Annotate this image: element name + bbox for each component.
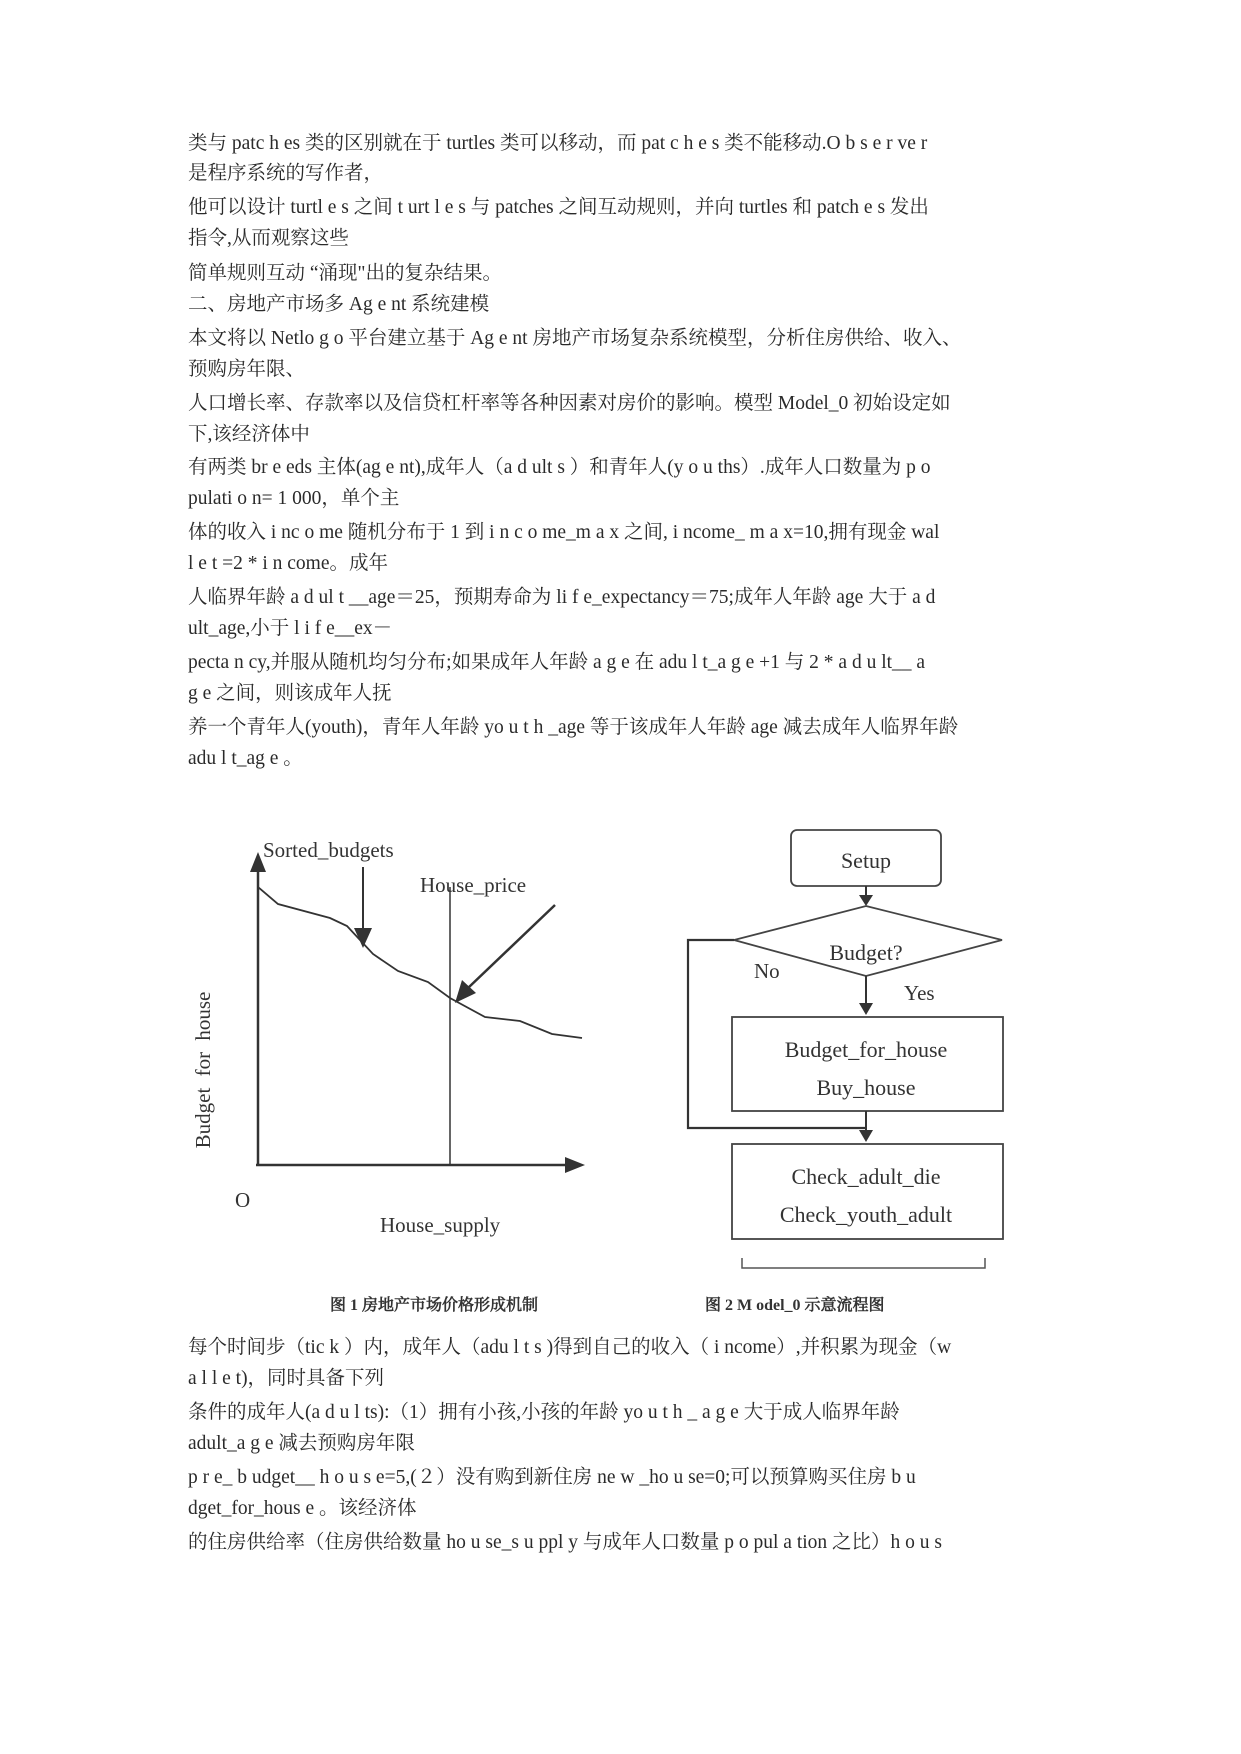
text-line: 是程序系统的写作者， [188, 163, 384, 184]
no-label: No [754, 959, 780, 983]
figure-2-caption: 图 2 M odel_0 示意流程图 [705, 1297, 885, 1314]
text-line: pulati o n= 1 000，单个主 [188, 488, 400, 509]
text-line: 二、房地产市场多 Ag e nt 系统建模 [188, 294, 490, 315]
yes-label: Yes [904, 981, 935, 1005]
x-axis-arrow-icon [565, 1157, 585, 1173]
decision-label: Budget? [829, 940, 903, 965]
figure-1-price-mechanism [180, 810, 620, 1220]
text-line: 养一个青年人(youth)，青年人年龄 yo u t h _age 等于该成年人年龄 age 减去成年人临界年龄 [188, 717, 959, 738]
text-line: pecta n cy,并服从随机均匀分布;如果成年人年龄 a g e 在 adu l t_a g e +1 与 2 * a d u lt__ a [188, 652, 926, 673]
text-line: 人临界年龄 a d ul t __age＝25，预期寿命为 li f e_expectancy＝75;成年人年龄 age 大于 a d [188, 587, 936, 608]
text-line: p r e_ b udget__ h o u s e=5,(２）没有购到新住房 ne w _ho u se=0;可以预算购买住房 b u [188, 1467, 916, 1488]
check-adult-die-label: Check_adult_die [791, 1164, 941, 1189]
text-line: l e t =2 * i n come。成年 [188, 553, 389, 574]
text-line: 下,该经济体中 [188, 424, 310, 445]
buy-house-label: Buy_house [816, 1075, 916, 1100]
text-line: dget_for_hous e 。该经济体 [188, 1498, 417, 1519]
text-line: 他可以设计 turtl e s 之间 t urt l e s 与 patches 之间互动规则，并向 turtles 和 patch e s 发出 [188, 197, 929, 218]
text-line: 类与 patc h es 类的区别就在于 turtles 类可以移动，而 pat c h e s 类不能移动.O b s e r ve r [188, 133, 928, 154]
text-line: 每个时间步（tic k ）内，成年人（adu l t s )得到自己的收入（ i ncome）,并积累为现金（w [188, 1337, 952, 1358]
text-line: 的住房供给率（住房供给数量 ho u se_s u ppl y 与成年人口数量 p o pul a tion 之比）h o u s [188, 1532, 942, 1553]
text-line: ult_age,小于 l i f e__ex－ [188, 618, 393, 639]
sorted-budgets-label: Sorted_budgets [263, 838, 394, 862]
text-line: 指令,从而观察这些 [188, 228, 349, 249]
sorted-budgets-curve [258, 887, 582, 1038]
arrow-down-icon [859, 895, 873, 906]
arrow-down-icon [859, 1003, 873, 1015]
arrow-down-icon [859, 1130, 873, 1142]
text-line: 预购房年限、 [188, 359, 306, 380]
price-arrow-shaft [468, 905, 555, 988]
origin-label: O [235, 1188, 251, 1212]
text-line: adu l t_ag e 。 [188, 748, 303, 769]
sorted-arrow-icon [354, 928, 372, 948]
text-line: 条件的成年人(a d u l ts):（1）拥有小孩,小孩的年龄 yo u t h _ a g e 大于成人临界年龄 [188, 1402, 900, 1423]
bracket-line [742, 1258, 985, 1268]
check-youth-adult-label: Check_youth_adult [779, 1202, 953, 1227]
figure-1-caption: 图 1 房地产市场价格形成机制 [330, 1297, 539, 1314]
text-line: g e 之间，则该成年人抚 [188, 683, 392, 704]
x-axis-label-visible: House_supply [380, 1213, 501, 1237]
budget-for-house-label: Budget_for_house [784, 1037, 948, 1062]
text-line: 人口增长率、存款率以及信贷杠杆率等各种因素对房价的影响。模型 Model_0 初始设定如 [188, 393, 951, 414]
house-price-label: House_price [420, 873, 527, 897]
text-line: 有两类 br e eds 主体(ag e nt),成年人（a d ult s ）和青年人(y o u ths）.成年人口数量为 p o [188, 457, 931, 478]
text-line: a l l e t)，同时具备下列 [188, 1368, 385, 1389]
setup-label: Setup [840, 848, 892, 873]
text-line: 本文将以 Netlo g o 平台建立基于 Ag e nt 房地产市场复杂系统模型，分析住房供给、收入、 [188, 328, 962, 349]
y-axis-label: Budget for house [191, 991, 215, 1149]
figure-2-flowchart [660, 810, 1020, 1280]
text-line: 体的收入 i nc o me 随机分布于 1 到 i n c o me_m a x 之间, i ncome_ m a x=10,拥有现金 wal [188, 522, 940, 543]
text-line: adult_a g e 减去预购房年限 [188, 1433, 415, 1454]
text-line: 简单规则互动 “涌现"出的复杂结果。 [188, 263, 502, 284]
